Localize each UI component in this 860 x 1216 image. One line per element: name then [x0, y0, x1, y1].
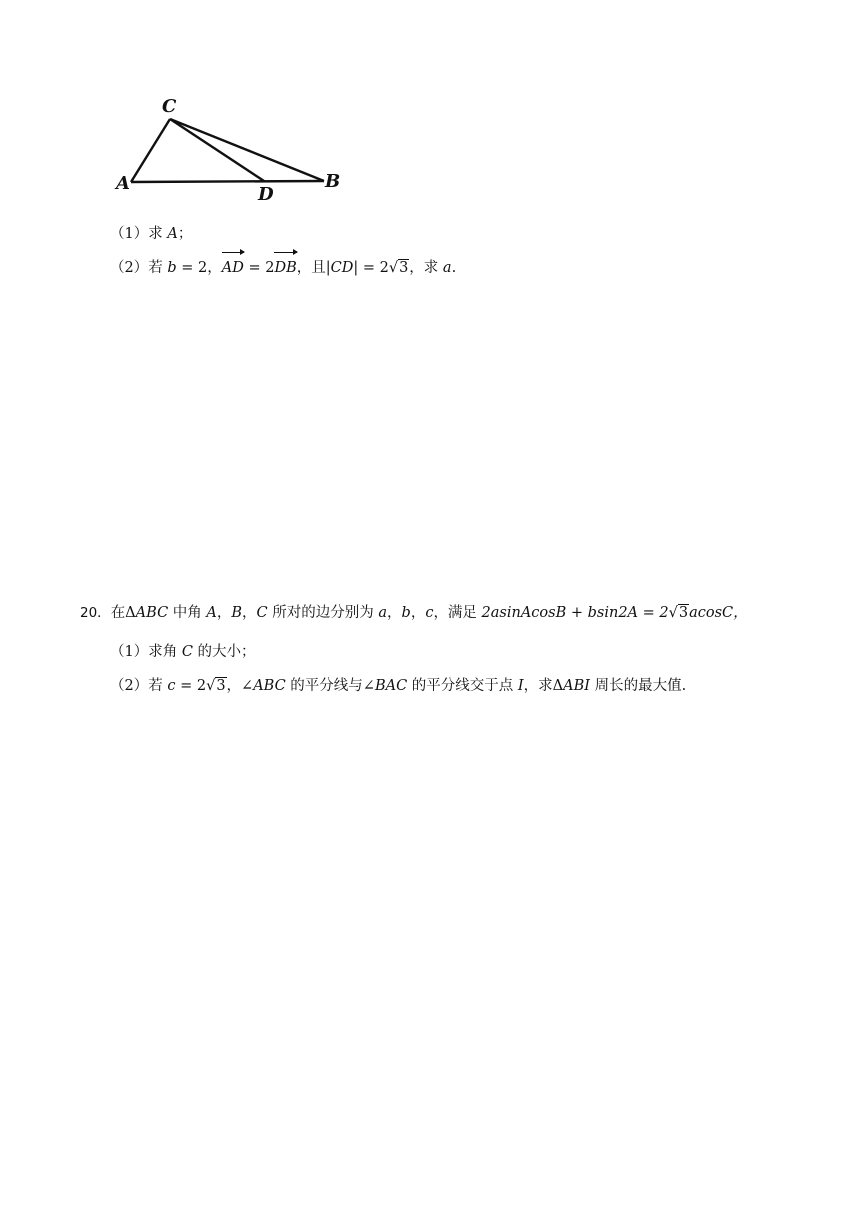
q20-sep2: ，: [242, 605, 257, 621]
q20-part1-prefix: （1）求角: [110, 644, 182, 660]
vector-db-label: DB: [274, 260, 297, 276]
vector-ad-label: AD: [221, 260, 244, 276]
q20-part2-t1: ，∠: [226, 678, 254, 694]
q20-part1-suffix: 的大小；: [192, 644, 256, 660]
q20-text-d: ，满足: [433, 605, 482, 621]
q20-part2-prefix: （2）若: [110, 678, 168, 694]
q19-part2-a: a: [442, 260, 452, 276]
q20-var-c: c: [425, 605, 434, 621]
q19-part1-prefix: （1）求: [110, 226, 168, 242]
q20-part2-c: c: [167, 678, 176, 694]
q20-formula-part1: 2asinAcosB + bsin2A = 2: [481, 605, 669, 621]
q20-var-a-upper: A: [206, 605, 217, 621]
sqrt-icon: √: [668, 605, 678, 621]
triangle-figure: [112, 92, 352, 208]
q20-sep4: ，: [410, 605, 426, 621]
sqrt-icon: √: [206, 678, 216, 694]
q20-part2-t3: 的平分线交于点: [407, 678, 518, 694]
q19-part2: [110, 258, 456, 278]
q20-var-b-upper: B: [231, 605, 243, 621]
q20-sep1: ，: [216, 605, 232, 621]
q19-part2-end1: ，求: [409, 260, 443, 276]
q19-part1-suffix: ；: [177, 226, 193, 242]
vector-db: [274, 258, 296, 278]
vertex-label-c: C: [162, 96, 177, 117]
q20-part2-t5: 周长的最大值.: [590, 678, 687, 694]
q20-part1: [110, 642, 256, 662]
q20-part1-var: C: [181, 644, 193, 660]
q20-part2-bac: BAC: [374, 678, 408, 694]
q20-part2-abc: ABC: [253, 678, 286, 694]
q20-var-b: b: [401, 605, 411, 621]
q19-part1-var: A: [167, 226, 178, 242]
q20-formula-part2: acosC，: [689, 605, 748, 621]
q20-part2-t4: ，求Δ: [523, 678, 564, 694]
q20-part2-abi: ABI: [563, 678, 590, 694]
q19-part2-abs-cd: |CD|: [325, 260, 359, 276]
q20-part2-eq: = 2: [175, 678, 207, 694]
segment-ab: [131, 181, 324, 182]
q19-part2-eq1: = 2，: [176, 260, 222, 276]
q20-abc: ABC: [135, 605, 169, 621]
q19-part2-eq2: = 2: [243, 260, 275, 276]
q20-text-c: 所对的边分别为: [267, 605, 379, 621]
q19-part2-b: b: [167, 260, 177, 276]
q19-part2-mid: ，且: [296, 260, 326, 276]
q20-part2-t2: 的平分线与∠: [285, 678, 375, 694]
vector-arrow-icon: [222, 252, 244, 259]
vertex-label-b: B: [325, 171, 341, 192]
q20-text-b: 中角: [168, 605, 207, 621]
question-number: 20．: [80, 605, 111, 621]
q19-part1: [110, 224, 192, 244]
q20-var-a: a: [378, 605, 388, 621]
q20-stem: [80, 603, 748, 623]
q20-text-a: 在Δ: [110, 605, 136, 621]
q20-sep3: ，: [387, 605, 402, 621]
segment-ac: [131, 119, 170, 182]
q20-part2-i: I: [517, 678, 524, 694]
q19-part2-root: 3: [399, 260, 409, 276]
vector-ad: [222, 258, 244, 278]
q20-part2: [110, 676, 686, 696]
segment-cb: [170, 119, 324, 181]
q20-formula-root: 3: [678, 605, 689, 621]
vector-arrow-icon: [274, 252, 296, 259]
vertex-label-a: A: [116, 173, 130, 194]
q20-var-c-upper: C: [256, 605, 268, 621]
q19-part2-prefix: （2）若: [110, 260, 168, 276]
q20-part2-root: 3: [216, 678, 226, 694]
q19-part2-eq3: = 2: [358, 260, 389, 276]
q19-part2-end2: .: [451, 260, 457, 276]
vertex-label-d: D: [258, 184, 274, 205]
sqrt-icon: √: [388, 260, 399, 276]
